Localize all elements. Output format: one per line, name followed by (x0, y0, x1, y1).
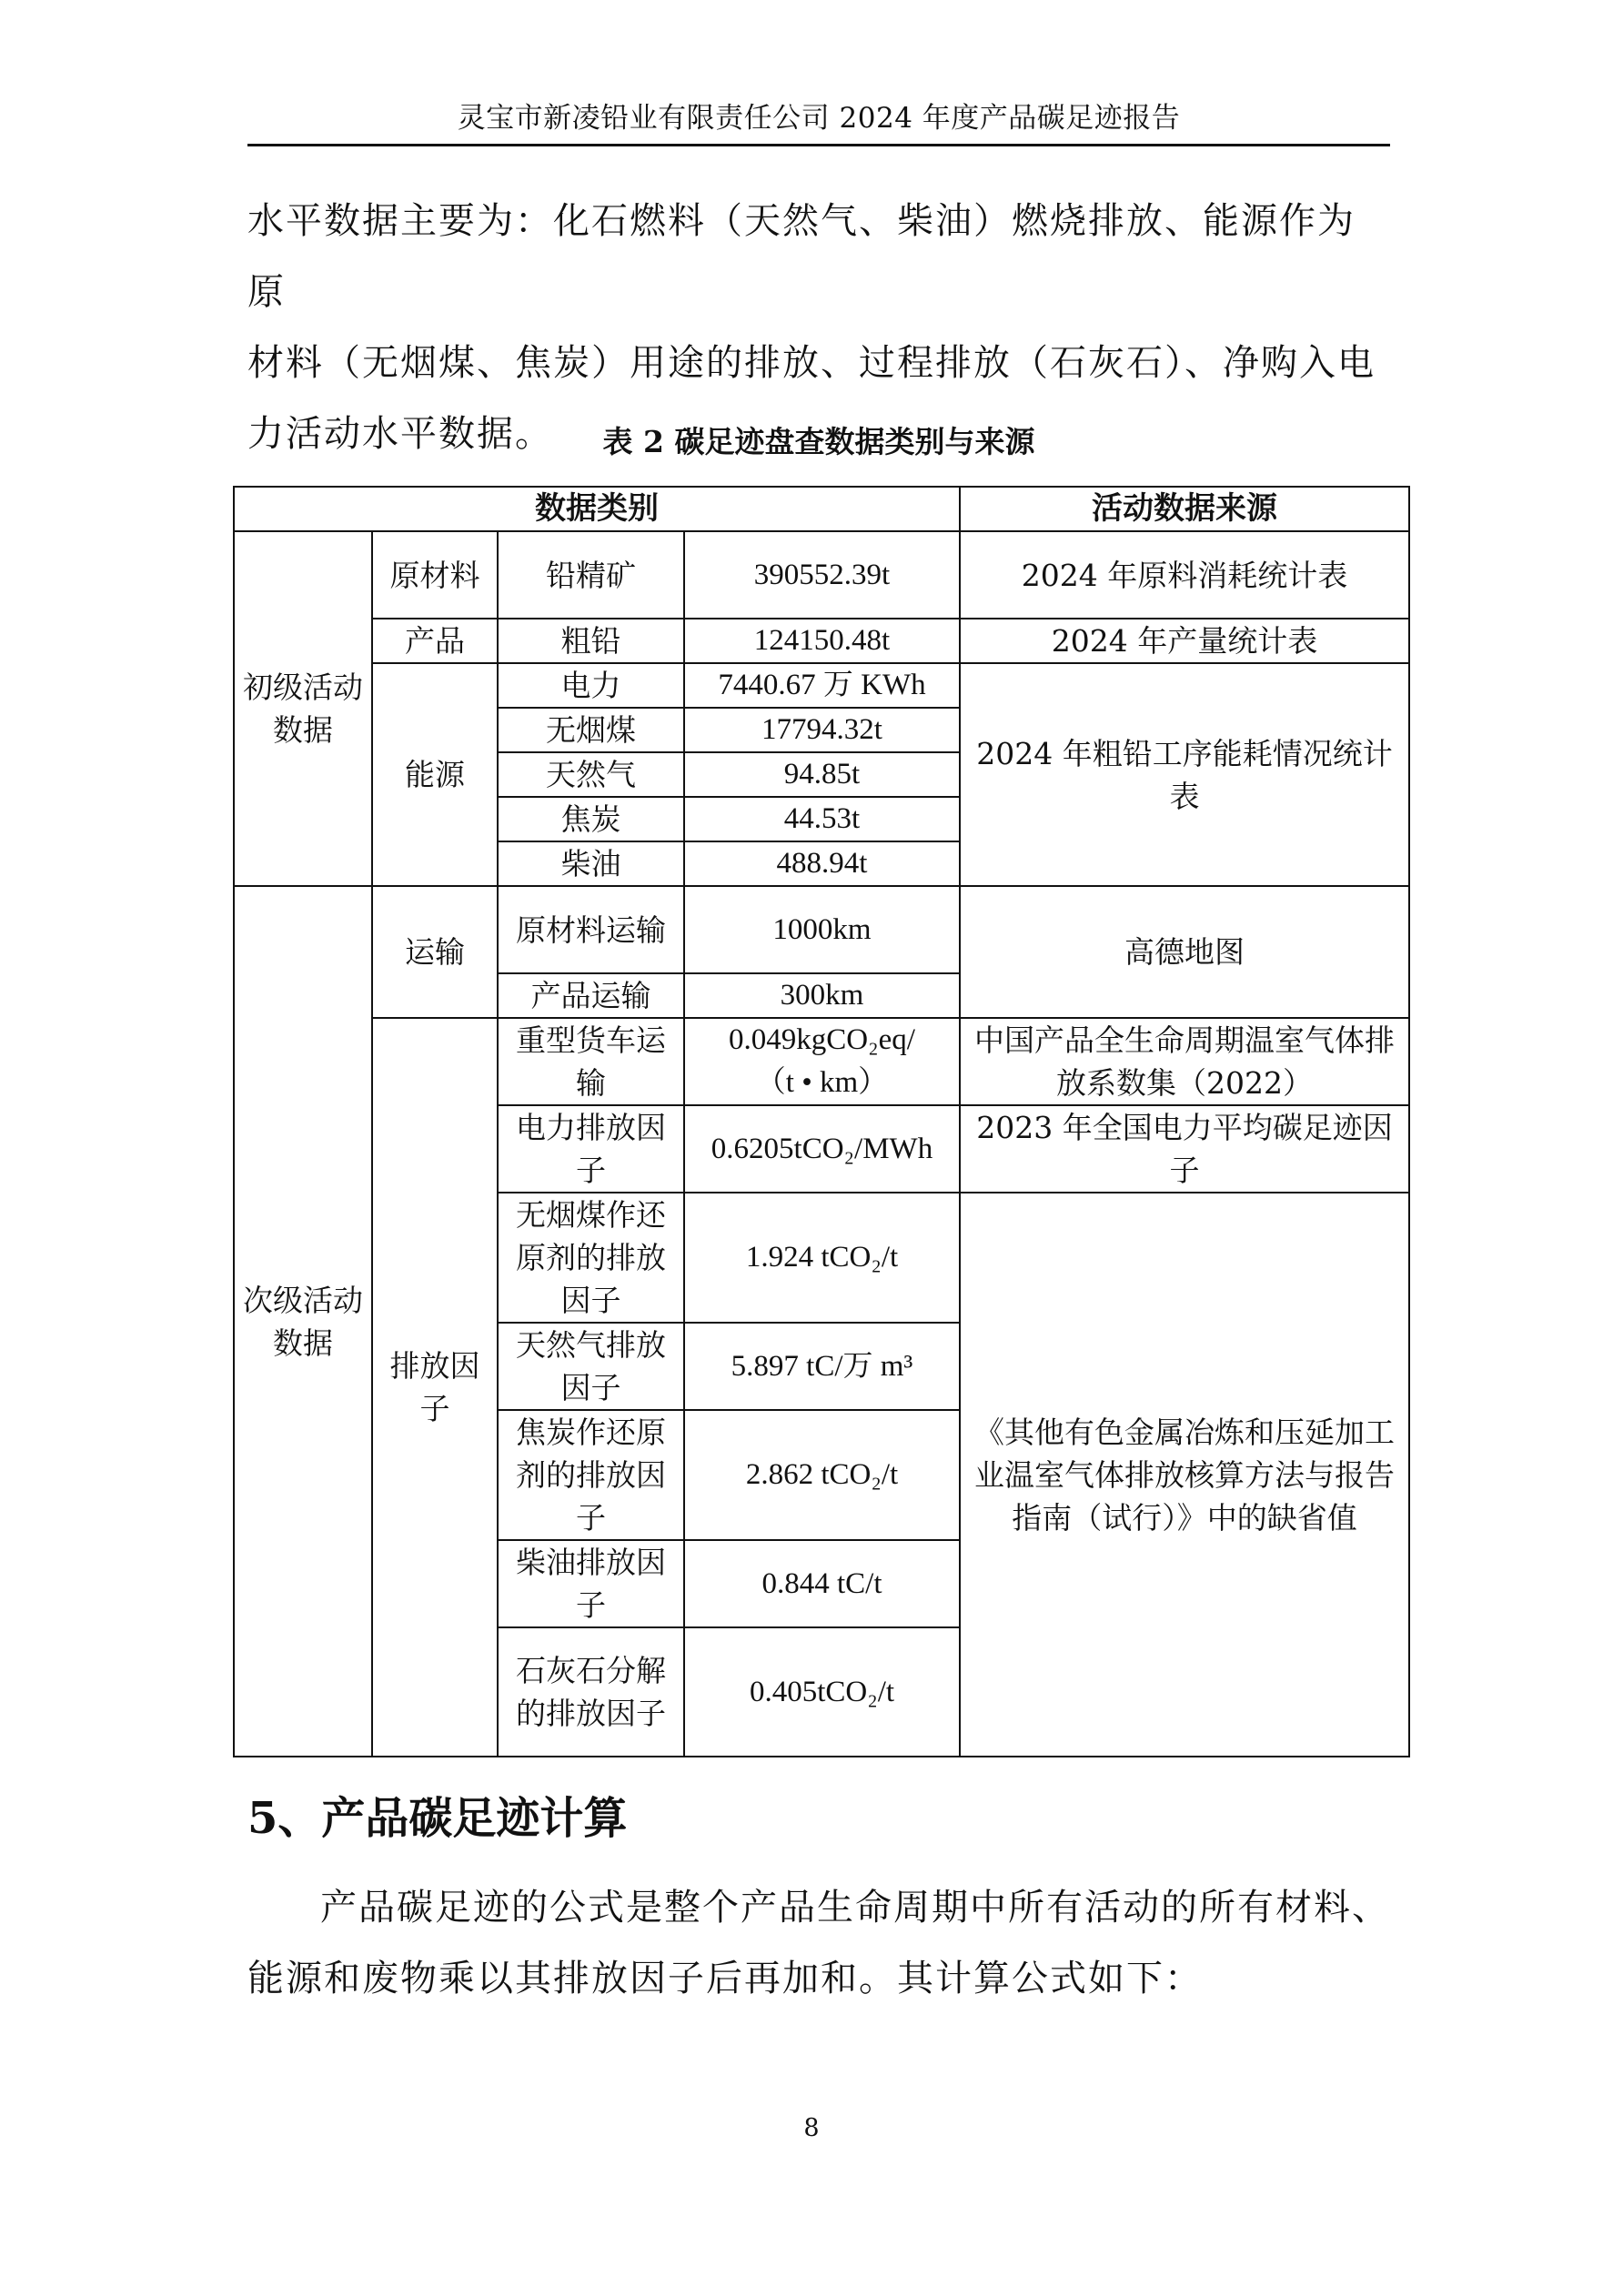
ore-value: 390552.39t (684, 531, 960, 619)
truck-factor-source: 中国产品全生命周期温室气体排放系数集（2022） (960, 1018, 1409, 1105)
default-factor-name: 无烟煤作还原剂的排放因子 (498, 1193, 684, 1323)
energy-item-value: 7440.67 万 KWh (684, 663, 960, 708)
product-source: 2024 年产量统计表 (960, 619, 1409, 663)
energy-item-name: 焦炭 (498, 797, 684, 841)
header-rule (247, 144, 1390, 146)
header-category: 数据类别 (234, 487, 960, 531)
default-factor-value: 0.844 tC/t (684, 1540, 960, 1627)
table-row (234, 531, 1409, 619)
energy-item-name: 天然气 (498, 752, 684, 797)
transport-item-value: 300km (684, 973, 960, 1018)
energy-source: 2024 年粗铅工序能耗情况统计表 (960, 663, 1409, 886)
default-factor-name: 天然气排放因子 (498, 1323, 684, 1410)
page-number: 8 (803, 2114, 820, 2142)
factor-group: 排放因子 (372, 1018, 498, 1757)
body-paragraph (247, 1872, 1390, 2014)
default-factor-value: 2.862 tCO₂/t (684, 1410, 960, 1540)
energy-group: 能源 (372, 663, 498, 886)
raw-material-source: 2024 年原料消耗统计表 (960, 531, 1409, 619)
power-factor-value: 0.6205tCO₂/MWh (684, 1105, 960, 1193)
intro-line-1: 水平数据主要为：化石燃料（天然气、柴油）燃烧排放、能源作为原 (247, 200, 1356, 313)
energy-item-value: 94.85t (684, 752, 960, 797)
truck-factor-name: 重型货车运输 (498, 1018, 684, 1105)
default-factor-name: 石灰石分解的排放因子 (498, 1627, 684, 1757)
transport-item-name: 产品运输 (498, 973, 684, 1018)
default-factor-value: 5.897 tC/万 m³ (684, 1323, 960, 1410)
secondary-activity-label: 次级活动数据 (234, 886, 372, 1757)
product-group: 产品 (372, 619, 498, 663)
ore-item: 铅精矿 (498, 531, 684, 619)
data-source-table (233, 486, 1410, 1757)
product-value: 124150.48t (684, 619, 960, 663)
table-header-row (234, 487, 1409, 531)
default-factor-source: 《其他有色金属冶炼和压延加工业温室气体排放核算方法与报告指南（试行）》中的缺省值 (960, 1193, 1409, 1757)
truck-value-line-2: （t • km） (755, 1066, 889, 1099)
intro-line-2: 材料（无烟煤、焦炭）用途的排放、过程排放（石灰石）、净购入电 (247, 342, 1376, 384)
table-caption: 表 2 碳足迹盘查数据类别与来源 (602, 424, 1035, 459)
transport-source: 高德地图 (960, 886, 1409, 1018)
table-row (234, 663, 1409, 708)
power-factor-name: 电力排放因子 (498, 1105, 684, 1193)
body-line-1: 产品碳足迹的公式是整个产品生命周期中所有活动的所有材料、 (320, 1887, 1390, 1928)
energy-item-value: 17794.32t (684, 708, 960, 752)
raw-material-group: 原材料 (372, 531, 498, 619)
transport-group: 运输 (372, 886, 498, 1018)
primary-activity-label: 初级活动数据 (234, 531, 372, 886)
body-line-2: 能源和废物乘以其排放因子后再加和。其计算公式如下： (247, 1958, 1203, 1999)
truck-value-line-1: 0.049kgCO₂eq/ (729, 1023, 915, 1056)
section-heading: 5、产品碳足迹计算 (247, 1793, 628, 1844)
energy-item-value: 488.94t (684, 841, 960, 886)
energy-item-value: 44.53t (684, 797, 960, 841)
product-item: 粗铅 (498, 619, 684, 663)
table-row (234, 886, 1409, 973)
energy-item-name: 柴油 (498, 841, 684, 886)
header-source: 活动数据来源 (960, 487, 1409, 531)
energy-item-name: 无烟煤 (498, 708, 684, 752)
default-factor-name: 柴油排放因子 (498, 1540, 684, 1627)
table-row (234, 619, 1409, 663)
power-factor-source: 2023 年全国电力平均碳足迹因子 (960, 1105, 1409, 1193)
default-factor-value: 0.405tCO₂/t (684, 1627, 960, 1757)
default-factor-value: 1.924 tCO₂/t (684, 1193, 960, 1323)
transport-item-value: 1000km (684, 886, 960, 973)
intro-line-3: 力活动水平数据。 (247, 413, 553, 455)
default-factor-name: 焦炭作还原剂的排放因子 (498, 1410, 684, 1540)
truck-factor-value (684, 1018, 960, 1105)
running-header: 灵宝市新凌铅业有限责任公司 2024 年度产品碳足迹报告 (457, 102, 1181, 135)
table-row (234, 1018, 1409, 1105)
energy-item-name: 电力 (498, 663, 684, 708)
transport-item-name: 原材料运输 (498, 886, 684, 973)
